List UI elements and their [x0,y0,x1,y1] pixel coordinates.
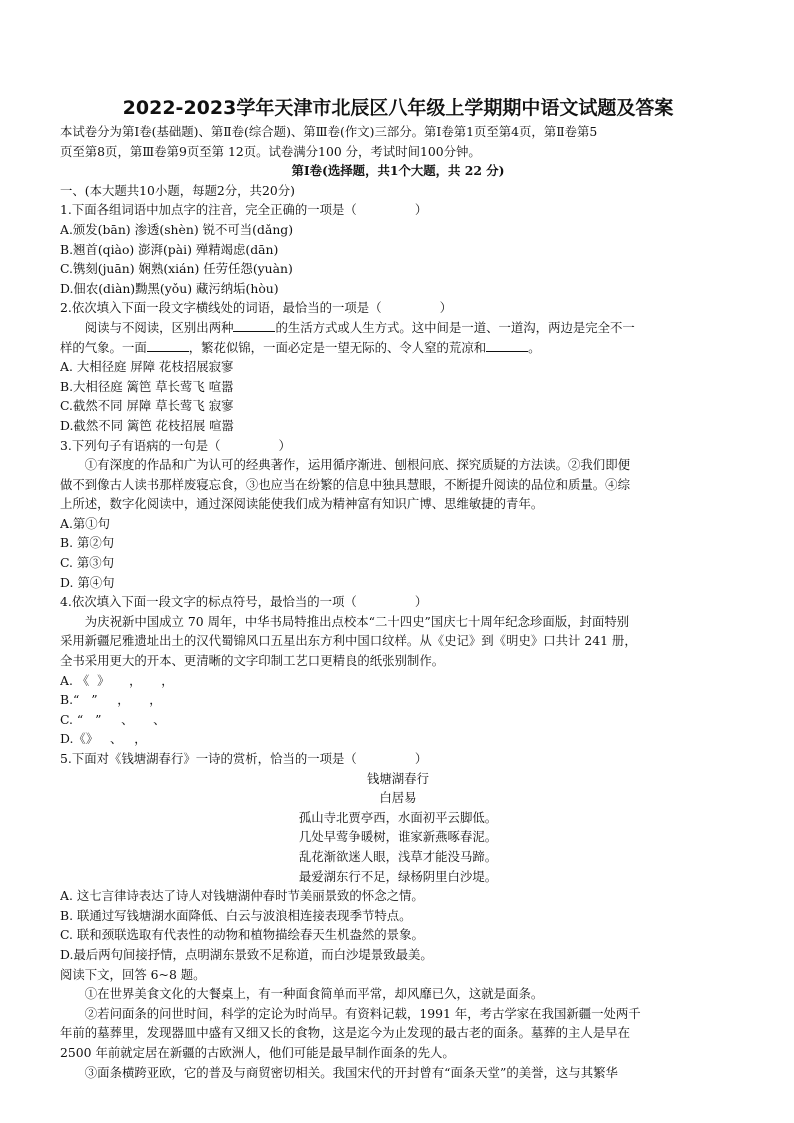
option: C. 联和颈联选取有代表性的动物和植物描绘春天生机盎然的景象。 [60,927,424,943]
option: D.《》 、 ， [60,731,147,747]
poem-line: 最爱湖东行不足，绿杨阴里白沙堤。 [298,868,498,884]
option: B. 联通过写钱塘湖水面降低、白云与波浪相连接表现季节特点。 [60,907,412,923]
question-1-stem: 1.下面各组词语中加点字的注音，完全正确的一项是（ ） [60,202,428,218]
option: A. 《 》 ， ， [60,672,174,688]
option: B. 第②句 [60,535,115,551]
option: D.最后两句间接抒情，点明湖东景致不足称道，而白沙堤景致最美。 [60,946,433,962]
reading-line: 年前的墓葬里，发现器皿中盛有又细又长的食物，这是迄今为止发现的最古老的面条。墓葬的主人是早在 [60,1025,630,1041]
poem-title: 钱塘湖春行 [367,770,429,786]
option: B.“ ” ， ， [60,692,162,708]
poem-author: 白居易 [379,790,417,806]
option: B.大相径庭 篱笆 草长莺飞 喧嚣 [60,378,234,394]
poem-line: 几处早莺争暖树，谁家新燕啄春泥。 [298,829,498,845]
reading-line: ②若问面条的问世时间，科学的定论为时尚早。有资料记载，1991 年，考古学家在我国新疆一处两千 [84,1005,641,1021]
question-2-stem: 2.依次填入下面一段文字横线处的词语，最恰当的一项是（ ） [60,300,452,316]
fill-blank [147,339,189,352]
option: C. “ ” 、 、 [60,711,166,727]
option: A.第①句 [60,515,111,531]
option: A. 这七言律诗表达了诗人对钱塘湖仲春时节美丽景致的怀念之情。 [60,888,424,904]
option: D. 第④句 [60,574,115,590]
passage-line: ①有深度的作品和广为认可的经典著作，运用循序渐进、刨根问底、探究质疑的方法读。②我们即便 [84,457,630,473]
poem-line: 乱花渐欲迷人眼，浅草才能没马蹄。 [298,848,498,864]
passage-line: 上所述，数字化阅读中，通过深阅读能使我们成为精神富有知识广博、思维敏捷的青年。 [60,496,544,512]
option: D.佃农(diàn)黝黑(yǒu) 藏污纳垢(hòu) [60,280,279,296]
option: A.颁发(bān) 渗透(shèn) 锐不可当(dǎng) [60,221,294,237]
intro-line: 页至第8页，第Ⅲ卷第9页至第 12页。试卷满分100 分，考试时间100分钟。 [60,143,481,159]
exam-page [60,96,736,1082]
question-4-stem: 4.依次填入下面一段文字的标点符号，最恰当的一项（ ） [60,594,428,610]
option: C.截然不同 屏障 草长莺飞 寂寥 [60,398,234,414]
poem-line: 孤山寺北贾亭西，水面初平云脚低。 [298,809,498,825]
section1-heading: 一、(本大题共10小题，每题2分，共20分) [60,182,295,198]
reading-line: 2500 年前就定居在新疆的古欧洲人，他们可能是最早制作面条的先人。 [60,1044,455,1060]
option: D.截然不同 篱笆 花枝招展 喧嚣 [60,417,234,433]
passage-line: 为庆祝新中国成立 70 周年，中华书局特推出点校本“二十四史”国庆七十周年纪念珍面版，封面特别 [84,613,630,629]
reading-intro: 阅读下文，回答 6~8 题。 [60,966,206,982]
passage-line: 采用新疆尼雅遗址出土的汉代蜀锦风口五星出东方利中国口纹样。从《史记》到《明史》口共计 241 册， [60,633,637,649]
question-5-stem: 5.下面对《钱塘湖春行》一诗的赏析，恰当的一项是（ ） [60,751,428,766]
exam-title: 2022-2023学年天津市北辰区八年级上学期期中语文试题及答案 [122,97,674,119]
fill-blank [233,319,275,332]
reading-line: ①在世界美食文化的大餐桌上，有一种面食简单而平常，却风靡已久，这就是面条。 [84,986,544,1002]
passage-line: 样的气象。一面 ，繁花似锦，一面必定是一望无际的、令人窒的荒凉和 。 [60,339,541,355]
passage-line: 做不到像古人读书那样废寝忘食，③也应当在纷繁的信息中独具慧眼，不断提升阅读的品位和质量。④综 [60,476,630,492]
option: C.镌刻(juān) 娴熟(xián) 任劳任怨(yuàn) [60,261,293,277]
reading-line: ③面条横跨亚欧，它的普及与商贸密切相关。我国宋代的开封曾有“面条天堂”的美誉，这与其繁华 [84,1064,618,1080]
option: B.翘首(qiào) 澎湃(pài) 殚精竭虑(dān) [60,241,279,257]
intro-line: 本试卷分为第Ⅰ卷(基础题)、第Ⅱ卷(综合题)、第Ⅲ卷(作文)三部分。第Ⅰ卷第1页至第4页，第Ⅱ卷第5 [60,124,598,139]
question-3-stem: 3.下列句子有语病的一句是（ ） [60,437,291,453]
option: C. 第③句 [60,555,115,571]
volume1-heading: 第Ⅰ卷(选择题，共1个大题，共 22 分) [291,163,505,179]
option: A. 大相径庭 屏障 花枝招展寂寥 [60,359,234,375]
fill-blank [486,339,528,352]
passage-line: 全书采用更大的开本、更清晰的文字印制工艺口更精良的纸张别制作。 [60,653,445,669]
passage-line: 阅读与不阅读，区别出两种 的生活方式或人生方式。这中间是一道、一道沟，两边是完全不一 [84,319,635,335]
